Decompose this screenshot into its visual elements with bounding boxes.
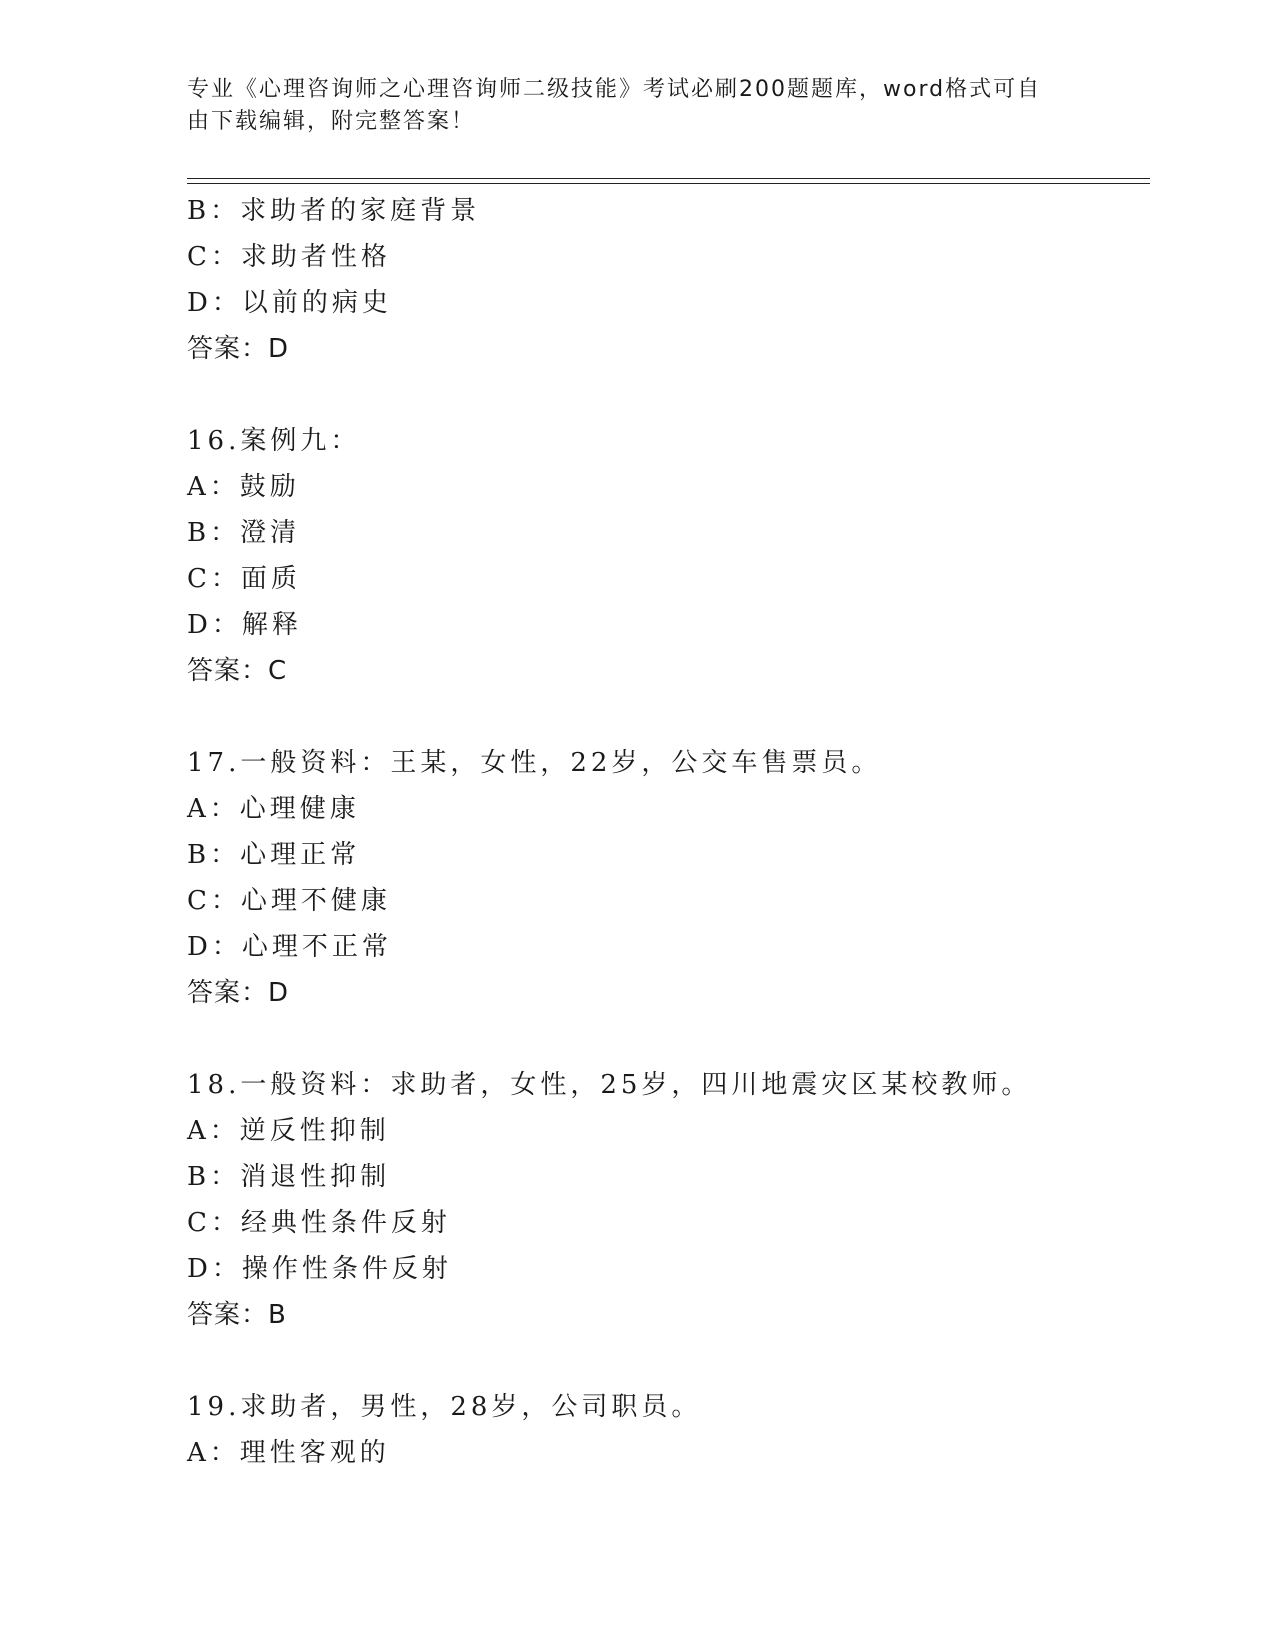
option-d: D：操作性条件反射	[187, 1254, 452, 1284]
document-header	[187, 74, 1067, 138]
question-17-stem: 17.一般资料：王某，女性，22岁，公交车售票员。	[187, 748, 882, 778]
header-line-1: 专业《心理咨询师之心理咨询师二级技能》考试必刷200题题库，word格式可自	[187, 77, 1042, 102]
option-b: B：心理正常	[187, 840, 361, 870]
option-a: A：鼓励	[187, 472, 300, 502]
option-d: D：解释	[187, 610, 302, 640]
option-c: C：经典性条件反射	[187, 1208, 451, 1238]
spacer	[187, 1338, 1147, 1384]
question-list	[187, 188, 1147, 1476]
question-18-stem: 18.一般资料：求助者，女性，25岁，四川地震灾区某校教师。	[187, 1070, 1032, 1100]
spacer	[187, 372, 1147, 418]
answer-line: 答案：D	[187, 334, 290, 364]
option-c: C：求助者性格	[187, 242, 391, 272]
spacer	[187, 694, 1147, 740]
option-d: D：心理不正常	[187, 932, 392, 962]
answer-line: 答案：C	[187, 656, 288, 686]
option-d: D：以前的病史	[187, 288, 392, 318]
spacer	[187, 1016, 1147, 1062]
option-b: B：澄清	[187, 518, 301, 548]
answer-line: 答案：B	[187, 1300, 287, 1330]
option-a: A：理性客观的	[187, 1438, 390, 1468]
question-16-stem: 16.案例九：	[187, 426, 361, 456]
question-19-stem: 19.求助者，男性，28岁，公司职员。	[187, 1392, 702, 1422]
answer-line: 答案：D	[187, 978, 290, 1008]
option-a: A：心理健康	[187, 794, 360, 824]
option-b: B：求助者的家庭背景	[187, 196, 481, 226]
option-c: C：心理不健康	[187, 886, 391, 916]
option-b: B：消退性抑制	[187, 1162, 391, 1192]
header-divider-top	[187, 178, 1150, 179]
option-a: A：逆反性抑制	[187, 1116, 390, 1146]
option-c: C：面质	[187, 564, 301, 594]
header-divider-bottom	[187, 183, 1150, 184]
header-line-2: 由下载编辑，附完整答案！	[187, 109, 476, 134]
